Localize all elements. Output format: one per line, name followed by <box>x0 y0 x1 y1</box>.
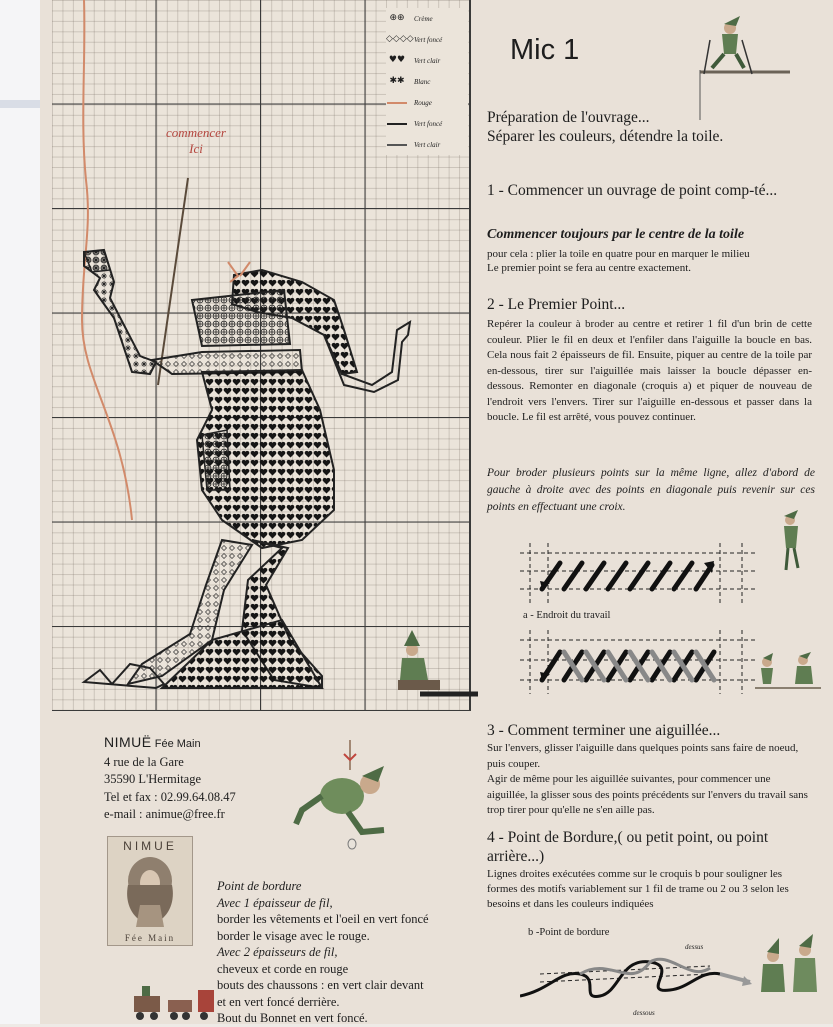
fairy-portrait-icon <box>120 855 180 927</box>
section1-body <box>487 247 817 275</box>
section3-body-p2: Agir de même pour les aiguillée suivantes, pour commencer une aiguillée, la glisser sous des points précédents sur l'envers du travail sans trop tirer pour qu'elle ne s'en aille pas. <box>487 773 808 816</box>
section1-body-line2: Le premier point se fera au centre exactement. <box>487 262 691 274</box>
toy-train-illustration <box>128 982 220 1024</box>
section4-heading: 4 - Point de Bordure,( ou petit point, ou point arrière...) <box>487 829 769 865</box>
legend-label: Rouge <box>414 98 432 107</box>
border-note-title: Point de bordure <box>217 879 302 893</box>
nimue-logo <box>107 836 193 946</box>
email-address: e-mail : animue@free.fr <box>104 807 225 821</box>
legend-symbol: ◇◇◇◇ <box>386 34 414 44</box>
legend-label: Vert foncé <box>414 119 443 128</box>
legend-row-vert-fonce <box>386 29 468 50</box>
legend-row-vert-clair-line <box>386 134 468 155</box>
prep-line1: Préparation de l'ouvrage... <box>487 109 650 126</box>
page-title: Mic 1 <box>510 34 580 66</box>
section1-heading: 1 - Commencer un ouvrage de point comp-té... <box>487 182 778 199</box>
gnome-skier-illustration <box>690 10 790 80</box>
logo-bottom-text: Fée Main <box>124 933 176 943</box>
logo-top-text: NIMUE <box>123 839 177 853</box>
border-note-line6: bouts des chaussons : en vert clair devant <box>217 978 424 992</box>
legend-row-rouge-line <box>386 92 468 113</box>
start-label-line1: commencer <box>166 125 226 140</box>
start-label-line2: Ici <box>189 141 203 156</box>
section1-body-line1: pour cela : plier la toile en quatre pour en marquer le milieu <box>487 248 750 260</box>
border-note-line7: et en vert foncé derrière. <box>217 994 340 1009</box>
legend-line-swatch <box>387 144 407 146</box>
section1-subheading: Commencer toujours par le centre de la toile <box>487 227 745 242</box>
multi-stitch-note: Pour broder plusieurs points sur la même ligne, allez d'abord de gauche à droite avec des points en diagonale puis revenir sur ces points en effectuant une croix. <box>487 467 815 513</box>
section3-body-p1: Sur l'envers, glisser l'aiguille dans quelques points sans faire de noeud, puis couper. <box>487 742 799 770</box>
gnome-on-rope-illustration <box>292 740 402 850</box>
legend-row-creme <box>386 8 468 29</box>
legend-row-blanc <box>386 71 468 92</box>
diagram-a-caption: a - Endroit du travail <box>523 610 611 621</box>
scanner-band <box>0 100 40 108</box>
border-stitch-note <box>217 878 479 1027</box>
diagram-b-caption: b -Point de bordure <box>528 927 610 938</box>
legend-symbol: ✱✱ <box>389 76 405 86</box>
border-note-line5: cheveux et corde en rouge <box>217 961 349 976</box>
section3-heading: 3 - Comment terminer une aiguillée... <box>487 722 721 739</box>
scanner-margin <box>0 0 40 1024</box>
border-note-line8: Bout du Bonnet en vert foncé. <box>217 1011 368 1025</box>
brand-subtitle: Fée Main <box>154 738 201 750</box>
contact-block <box>104 734 236 824</box>
gnome-pair-illustration <box>755 650 821 692</box>
legend-label: Blanc <box>414 77 431 86</box>
border-note-line3: border le visage avec le rouge. <box>217 928 370 943</box>
legend-label: Vert clair <box>414 140 441 149</box>
section3-body <box>487 741 812 819</box>
legend-label: Crème <box>414 14 433 23</box>
address-line2: 35590 L'Hermitage <box>104 772 202 786</box>
legend-label: Vert foncé <box>414 35 443 44</box>
brand-name: NIMUË <box>104 734 152 750</box>
diagram-b-below-label: dessous <box>633 1009 655 1017</box>
border-note-line1: Avec 1 épaisseur de fil, <box>217 895 333 910</box>
stitch-diagram-cross <box>520 630 755 698</box>
legend-row-vert-fonce-line <box>386 113 468 134</box>
section4-body: Lignes droites exécutées comme sur le croquis b pour souligner les formes des motifs variablement sur 1 fil de trame ou 2 ou 3 selon les besoins et dans les couleurs indiquées <box>487 868 789 910</box>
gnome-sitting-illustration <box>390 628 480 700</box>
legend-row-vert-clair <box>386 50 468 71</box>
diagram-b-above-label: dessus <box>685 943 704 951</box>
legend-line-swatch <box>387 123 407 125</box>
gnome-group-illustration <box>755 930 827 1002</box>
address-line1: 4 rue de la Gare <box>104 754 184 769</box>
section2-heading: 2 - Le Premier Point... <box>487 296 626 313</box>
color-legend <box>386 8 468 155</box>
phone-number: Tel et fax : 02.99.64.08.47 <box>104 789 236 804</box>
preparation-block <box>487 108 723 146</box>
stitch-diagram-b <box>520 950 752 1008</box>
prep-line2: Séparer les couleurs, détendre la toile. <box>487 128 724 145</box>
start-here-label <box>150 125 242 157</box>
legend-symbol: ♥♥ <box>388 55 406 65</box>
legend-label: Vert clair <box>414 56 441 65</box>
legend-line-swatch <box>387 102 407 104</box>
border-note-line4: Avec 2 épaisseurs de fil, <box>217 945 338 959</box>
border-note-line2: border les vêtements et l'oeil en vert foncé <box>217 912 429 926</box>
section2-body: Repérer la couleur à broder au centre et retirer 1 fil d'un brin de cette couleur. Plier le fil en deux et l'enfiler dans l'aiguille la boucle en bas. Cela nous fait 2 épaisseurs de fil. Ensuite, piquer au centre de la toile par en-dessous, tirer sur l'aiguillée mais laisser la boucle dépasser en-dessous. Remonter en diagonale (croquis a) et piquer de nouveau de l'endroit vers l'envers. Tirer sur l'aiguille en-dessous et passer dans la boucle. Le fil est arrêté, vous pouvez continuer. <box>487 318 812 423</box>
gnome-hanging-illustration <box>772 506 812 578</box>
stitch-diagram-a <box>520 543 755 609</box>
legend-symbol: ⊕⊕ <box>389 13 405 23</box>
